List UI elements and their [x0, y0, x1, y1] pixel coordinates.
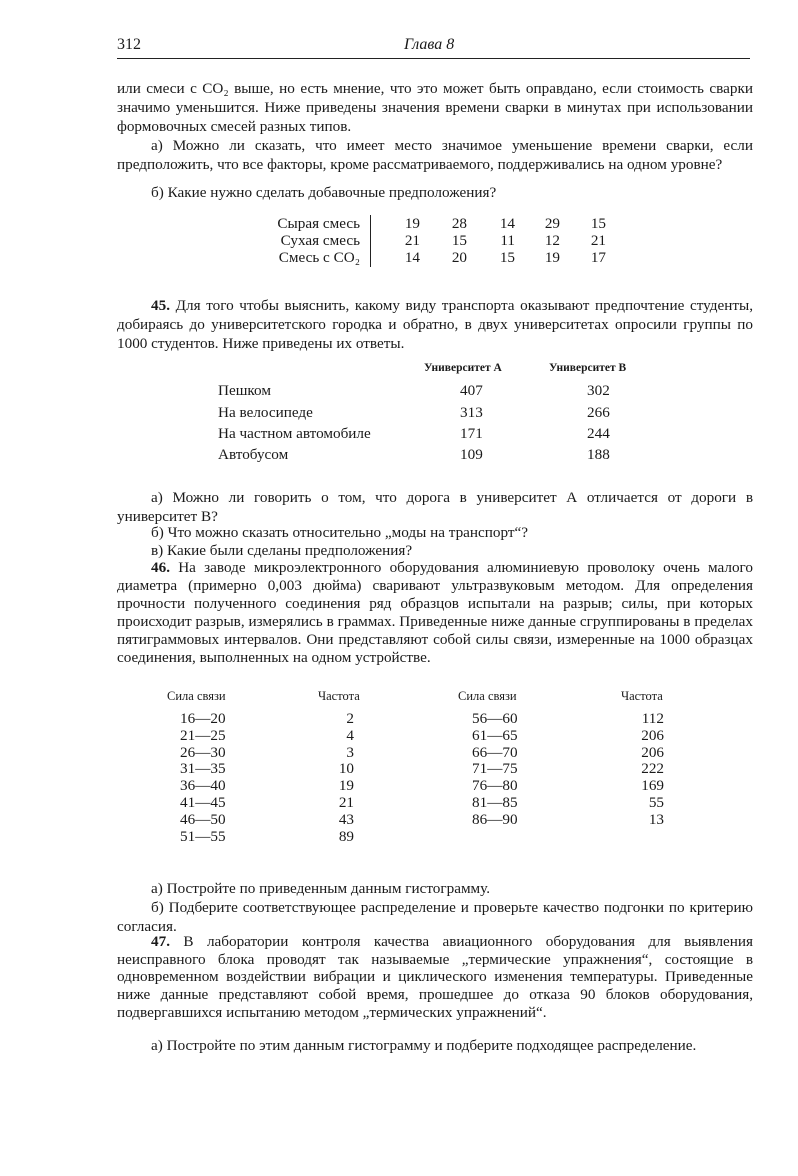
table-cell: 15 — [499, 249, 515, 266]
page-number: 312 — [117, 36, 141, 53]
question-b-welding: б) Какие нужно сделать добавочные предположения? — [151, 184, 497, 201]
question-b-fit: б) Подберите соответствующее распределение и проверьте качество подгонки по критерию согласия. — [117, 899, 753, 935]
force-column-right — [472, 711, 518, 829]
transport-cell-a: 313 — [460, 404, 483, 421]
question-a-distribution: а) Постройте по этим данным гистограмму и подберите подходящее распределение. — [151, 1037, 697, 1054]
problem-text: Для того чтобы выяснить, какому виду транспорта оказывают предпочтение студенты, добираясь до университетского городка и обратно, в двух университетах опросили группы по 1000 студентов. Ниже приведены их ответы. — [117, 297, 753, 352]
table-cell: 15 — [590, 215, 606, 232]
table-cell: 19 — [404, 215, 420, 232]
table-cell: 3 — [346, 743, 354, 761]
table-cell: 89 — [338, 827, 354, 845]
table-cell: 21 — [338, 793, 354, 811]
transport-row-label: На частном автомобиле — [218, 425, 371, 442]
column-header-freq-right: Частота — [621, 689, 663, 703]
transport-cell-a: 407 — [460, 382, 483, 399]
table-row-label: Смесь с СО₂ — [278, 249, 360, 266]
transport-row-label: Автобусом — [218, 446, 289, 463]
table-cell: 2 — [346, 710, 354, 727]
table-cell: 20 — [451, 249, 467, 266]
transport-cell-b: 302 — [587, 382, 610, 399]
problem-number: 46. — [151, 559, 170, 576]
transport-cell-b: 244 — [587, 425, 610, 442]
table-cell: 15 — [451, 232, 467, 249]
table-cell: 26—30 — [180, 743, 226, 761]
column-header-university-a: Университет А — [424, 362, 502, 374]
table-cell: 29 — [544, 215, 560, 232]
transport-cell-a: 171 — [460, 425, 483, 442]
table-cell: 16—20 — [180, 710, 226, 727]
table-cell: 31—35 — [180, 760, 226, 778]
table-cell: 28 — [451, 215, 467, 232]
freq-column-left — [310, 711, 354, 845]
table-cell: 76—80 — [472, 777, 518, 795]
column-header-force-right: Сила связи — [458, 689, 517, 703]
table-cell: 112 — [641, 710, 664, 727]
transport-row-label: На велосипеде — [218, 404, 313, 421]
table-cell: 21 — [404, 232, 420, 249]
table-cell: 14 — [404, 249, 420, 266]
table-cell: 46—50 — [180, 810, 226, 828]
table-cell: 12 — [544, 232, 560, 249]
transport-cell-b: 188 — [587, 446, 610, 463]
column-header-freq-left: Частота — [318, 689, 360, 703]
problem-46 — [117, 559, 753, 668]
table-cell: 41—45 — [180, 793, 226, 811]
table-cell: 61—65 — [472, 726, 518, 744]
table-cell: 86—90 — [472, 810, 518, 828]
table-cell: 17 — [590, 249, 606, 266]
force-column-left — [180, 711, 226, 845]
table-cell: 43 — [338, 810, 354, 828]
table-divider — [370, 215, 371, 267]
table-cell: 19 — [338, 777, 354, 795]
question-a-welding: а) Можно ли сказать, что имеет место значимое уменьшение времени сварки, если предположить, что все факторы, кроме рассматриваемого, поддерживались на одном уровне? — [117, 137, 753, 173]
table-cell: 56—60 — [472, 710, 518, 727]
table-cell: 206 — [641, 743, 664, 761]
table-cell: 10 — [338, 760, 354, 778]
question-a-transport: а) Можно ли говорить о том, что дорога в университет А отличается от дороги в университет В? — [117, 489, 753, 525]
table-cell: 13 — [648, 810, 664, 828]
column-header-university-b: Университет В — [549, 362, 627, 374]
problem-47 — [117, 933, 753, 1022]
problem-number: 45. — [151, 297, 170, 314]
table-cell: 71—75 — [472, 760, 518, 778]
table-cell: 21—25 — [180, 726, 226, 744]
chapter-title: Глава 8 — [404, 36, 455, 53]
table-cell: 81—85 — [472, 793, 518, 811]
question-b-transport: б) Что можно сказать относительно „моды на транспорт“? — [151, 524, 529, 541]
table-row-label: Сухая смесь — [280, 232, 360, 249]
freq-column-right — [620, 711, 664, 829]
table-cell: 19 — [544, 249, 560, 266]
table-cell: 11 — [500, 232, 515, 249]
transport-cell-a: 109 — [460, 446, 483, 463]
paragraph-intro: или смеси с СО₂ выше, но есть мнение, что это может быть оправдано, если стоимость сварки значимо уменьшится. Ниже приведены значения времени сварки в минутах при использовании формовочных смесей разных типов. — [117, 80, 753, 135]
question-c-transport: в) Какие были сделаны предположения? — [151, 542, 413, 559]
table-cell: 66—70 — [472, 743, 518, 761]
problem-text: В лаборатории контроля качества авиационного оборудования для выявления неисправного блока проводят так называемые „термические упражнения“, состоящие в одновременном воздействии вибрации и циклического изменения температуры. Приведенные ниже данные представляют собой время, прошедшее до отказа 90 блоков оборудования, подвергавшихся испытанию методом „термических упражнений“. — [117, 933, 754, 1021]
transport-cell-b: 266 — [587, 404, 610, 421]
table-cell: 222 — [641, 760, 664, 778]
table-cell: 21 — [590, 232, 606, 249]
table-cell: 36—40 — [180, 777, 226, 795]
table-cell: 55 — [648, 793, 664, 811]
problem-text: На заводе микроэлектронного оборудования алюминиевую проволоку очень малого диаметра (примерно 0,003 дюйма) сваривают ультразвуковым методом. Для определения прочности полученного соединения ряд образцов испытали на разрыв; силы, при которых происходит разрыв, измерялись в граммах. Приведенные ниже данные сгруппированы в пределах пятиграммовых интервалов. Они представляют собой силы связи, измеренные на 1000 образцах соединения, выполненных на одном устройстве. — [117, 559, 753, 667]
table-cell: 51—55 — [180, 827, 226, 845]
table-cell: 4 — [346, 726, 354, 744]
page-header — [117, 36, 750, 59]
column-header-force-left: Сила связи — [167, 689, 226, 703]
problem-number: 47. — [151, 933, 170, 950]
problem-45 — [117, 296, 753, 353]
question-a-histogram: а) Постройте по приведенным данным гистограмму. — [151, 880, 491, 897]
transport-row-label: Пешком — [218, 382, 271, 399]
table-cell: 14 — [499, 215, 515, 232]
table-row-label: Сырая смесь — [277, 215, 360, 232]
table-cell: 169 — [641, 777, 664, 795]
table-cell: 206 — [641, 726, 664, 744]
